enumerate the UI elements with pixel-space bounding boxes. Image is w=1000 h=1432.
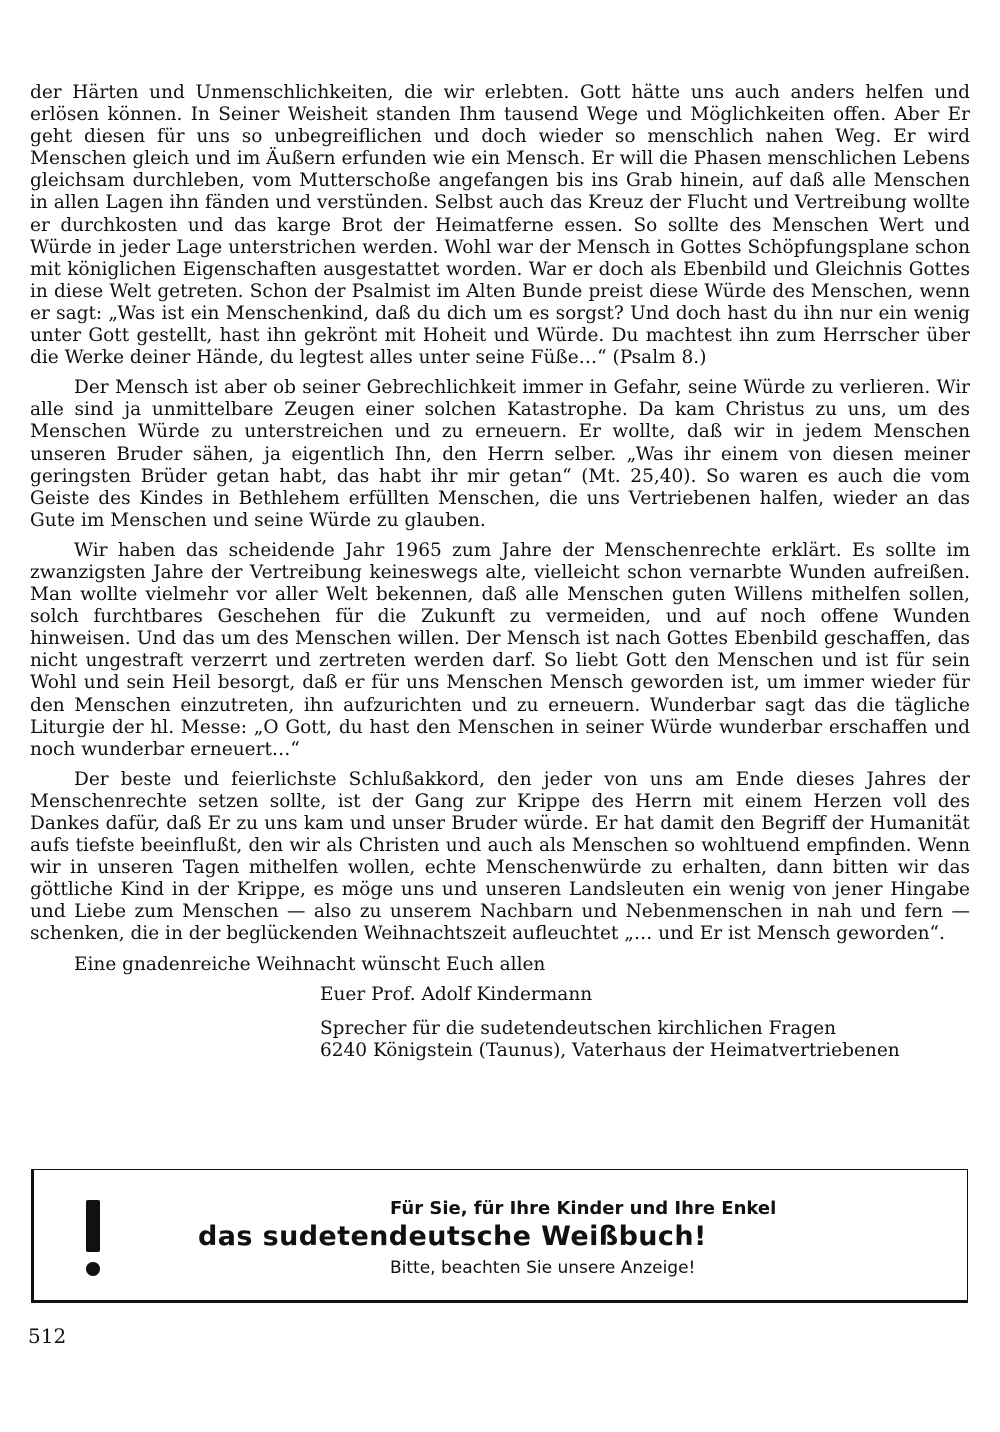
signature-role: Sprecher für die sudetendeutschen kirchlichen Fragen xyxy=(320,1017,836,1039)
letter-body xyxy=(30,82,970,1062)
exclamation-mark-icon xyxy=(86,1200,100,1280)
paragraph-3: Wir haben das scheidende Jahr 1965 zum Jahre der Menschenrechte erklärt. Es sollte im zwanzigsten Jahre der Vertreibung keineswegs alte, vielleicht schon vernarbte Wunden aufreißen. Man wollte vielmehr vor aller Welt bekennen, daß alle Menschen guten Willens mithelfen sollen, solch furchtbares Geschehen für die Zukunft zu vermeiden, und auf noch offene Wunden hinweisen. Und das um des Menschen willen. Der Mensch ist nach Gottes Ebenbild geschaffen, das nicht ungestraft verzerrt und zertreten werden darf. So liebt Gott den Menschen und ist für sein Wohl und sein Heil besorgt, daß er für uns Menschen Mensch geworden ist, um immer wieder für den Menschen einzutreten, ihn aufzurichten und zu erneuern. Wunderbar sagt das die tägliche Liturgie der hl. Messe: „O Gott, du hast den Menschen in seiner Würde wunderbar erschaffen und noch wunderbar erneuert…“ xyxy=(30,539,970,760)
paragraph-1: der Härten und Unmenschlichkeiten, die wir erlebten. Gott hätte uns auch anders helfen und erlösen können. In Seiner Weisheit standen Ihm tausend Wege und Möglichkeiten offen. Aber Er geht diesen für uns so unbegreiflichen und doch wieder so menschlich nahen Weg. Er wird Menschen gleich und im Äußern erfunden wie ein Mensch. Er will die Phasen menschlichen Lebens gleichsam durchleben, vom Mutterschoße angefangen bis ins Grab hinein, auf daß alle Menschen in allen Lagen ihn fänden und verstünden. Selbst auch das Kreuz der Flucht und Vertreibung wollte er durchkosten und das karge Brot der Heimatferne essen. So sollte des Menschen Wert und Würde in jeder Lage unterstrichen werden. Wohl war der Mensch in Gottes Schöpfungsplane schon mit königlichen Eigenschaften ausgestattet worden. War er doch als Ebenbild und Gleichnis Gottes in diese Welt getreten. Schon der Psalmist im Alten Bunde preist diese Würde des Menschen, wenn er sagt: „Was ist ein Menschenkind, daß du dich um es sorgst? Und doch hast du ihn nur ein wenig unter Gott gestellt, hast ihn gekrönt mit Hoheit und Würde. Du machtest ihn zum Herrscher über die Werke deiner Hände, du legtest alles unter seine Füße…“ (Psalm 8.) xyxy=(30,82,970,369)
ad-tagline: Für Sie, für Ihre Kinder und Ihre Enkel xyxy=(390,1198,777,1219)
christmas-greeting: Eine gnadenreiche Weihnacht wünscht Euch allen xyxy=(74,953,546,975)
ad-note: Bitte, beachten Sie unsere Anzeige! xyxy=(390,1258,696,1278)
page-number: 512 xyxy=(28,1324,67,1348)
advertisement-box xyxy=(31,1169,968,1303)
ad-headline: das sudetendeutsche Weißbuch! xyxy=(198,1221,707,1252)
paragraph-4: Der beste und feierlichste Schlußakkord, den jeder von uns am Ende dieses Jahres der Menschenrechte setzen sollte, ist der Gang zur Krippe des Herrn mit einem Herzen voll des Dankes dafür, daß Er zu uns kam und unser Bruder würde. Er hat damit den Begriff der Humanität aufs tiefste beeinflußt, den wir als Christen und auch als Menschen so wohltuend empfinden. Wenn wir in unseren Tagen mithelfen wollen, echte Menschenwürde zu erhalten, dann bitten wir das göttliche Kind in der Krippe, es möge uns und unseren Landsleuten ein wenig von jener Hingabe und Liebe zum Menschen — also zu unserem Nachbarn und Nebenmenschen in nah und fern — schenken, die in der beglückenden Weihnachtszeit aufleuchtet „… und Er ist Mensch geworden“. xyxy=(30,768,970,945)
paragraph-2: Der Mensch ist aber ob seiner Gebrechlichkeit immer in Gefahr, seine Würde zu verlieren. Wir alle sind ja unmittelbare Zeugen einer solchen Katastrophe. Da kam Christus zu uns, um des Menschen Würde zu unterstreichen und zu erneuern. Er wollte, daß wir in jedem Menschen unseren Bruder sähen, ja eigentlich Ihn, den Herrn selber. „Was ihr einem von diesen meiner geringsten Brüder getan habt, das habt ihr mir getan“ (Mt. 25,40). So waren es auch die vom Geiste des Kindes in Bethlehem erfüllten Menschen, die uns Vertriebenen halfen, wieder an das Gute im Menschen und seine Würde zu glauben. xyxy=(30,377,970,531)
signature-block xyxy=(30,984,970,1062)
signature-address: 6240 Königstein (Taunus), Vaterhaus der Heimatvertriebenen xyxy=(320,1039,900,1061)
signature-name: Euer Prof. Adolf Kindermann xyxy=(320,983,593,1005)
